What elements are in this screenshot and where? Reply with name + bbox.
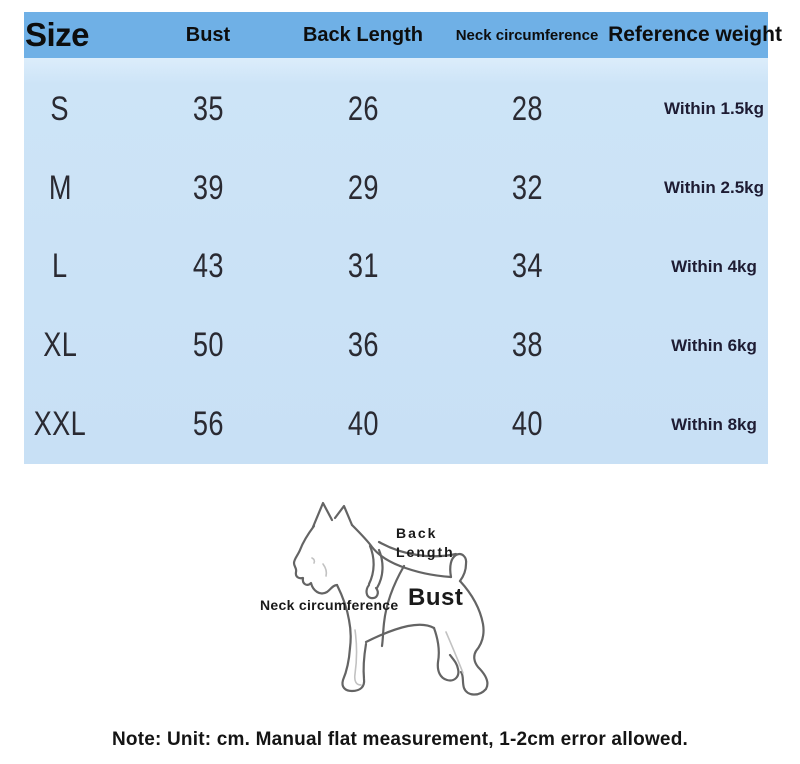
cell-neck: 32 [511,168,543,207]
dog-neck-top [352,525,400,566]
cell-weight: Within 1.5kg [664,99,764,119]
dog-belly [366,625,434,642]
table-row [24,70,768,149]
header-bust: Bust [185,23,231,46]
cell-neck: 40 [511,405,543,444]
dog-measurement-diagram [220,480,580,720]
cell-back-length: 26 [347,89,379,128]
cell-weight: Within 8kg [671,414,757,434]
header-neck-circumference: Neck circumference [455,26,599,44]
back-length-label: Back Length [396,525,455,560]
cell-back-length: 36 [347,326,379,365]
bust-label: Bust [408,584,464,611]
header-reference-weight: Reference weight [608,23,782,46]
dog-rear-leg-inner-line [446,632,463,673]
cell-weight: Within 2.5kg [664,178,764,198]
cell-bust: 35 [192,89,224,128]
header-back-length: Back Length [302,23,424,46]
cell-bust: 56 [192,405,224,444]
dog-eye-detail [312,558,314,563]
cell-weight: Within 4kg [671,256,757,276]
cell-weight: Within 6kg [671,335,757,355]
table-body [24,58,768,464]
dog-front-leg-inner-line [355,630,361,685]
dog-head-outline [294,526,337,593]
table-row [24,149,768,228]
cell-size: XXL [33,405,87,444]
header-size: Size [25,16,90,53]
table-row [24,228,768,307]
cell-neck: 38 [511,326,543,365]
table-row [24,306,768,385]
cell-back-length: 40 [347,405,379,444]
cell-size: M [48,168,72,207]
cell-size: L [52,247,68,286]
cell-bust: 43 [192,247,224,286]
dog-rear-leg-far [460,581,487,695]
dog-ears [313,503,352,527]
dog-front-leg [342,644,366,691]
table-header-row [24,12,782,58]
neck-circumference-label: Neck circumference [260,597,399,613]
cell-neck: 28 [511,89,543,128]
cell-bust: 50 [192,326,224,365]
cell-back-length: 29 [347,168,379,207]
dog-back [400,566,451,577]
dog-cheek-detail [323,564,326,576]
table-row [24,385,768,464]
dog-chest [337,585,351,648]
cell-size: XL [42,326,78,365]
cell-neck: 34 [511,247,543,286]
cell-bust: 39 [192,168,224,207]
size-table [24,12,782,464]
cell-back-length: 31 [347,247,379,286]
measurement-note: Note: Unit: cm. Manual flat measurement, 1-2cm error allowed. [111,729,688,750]
cell-size: S [50,89,70,128]
